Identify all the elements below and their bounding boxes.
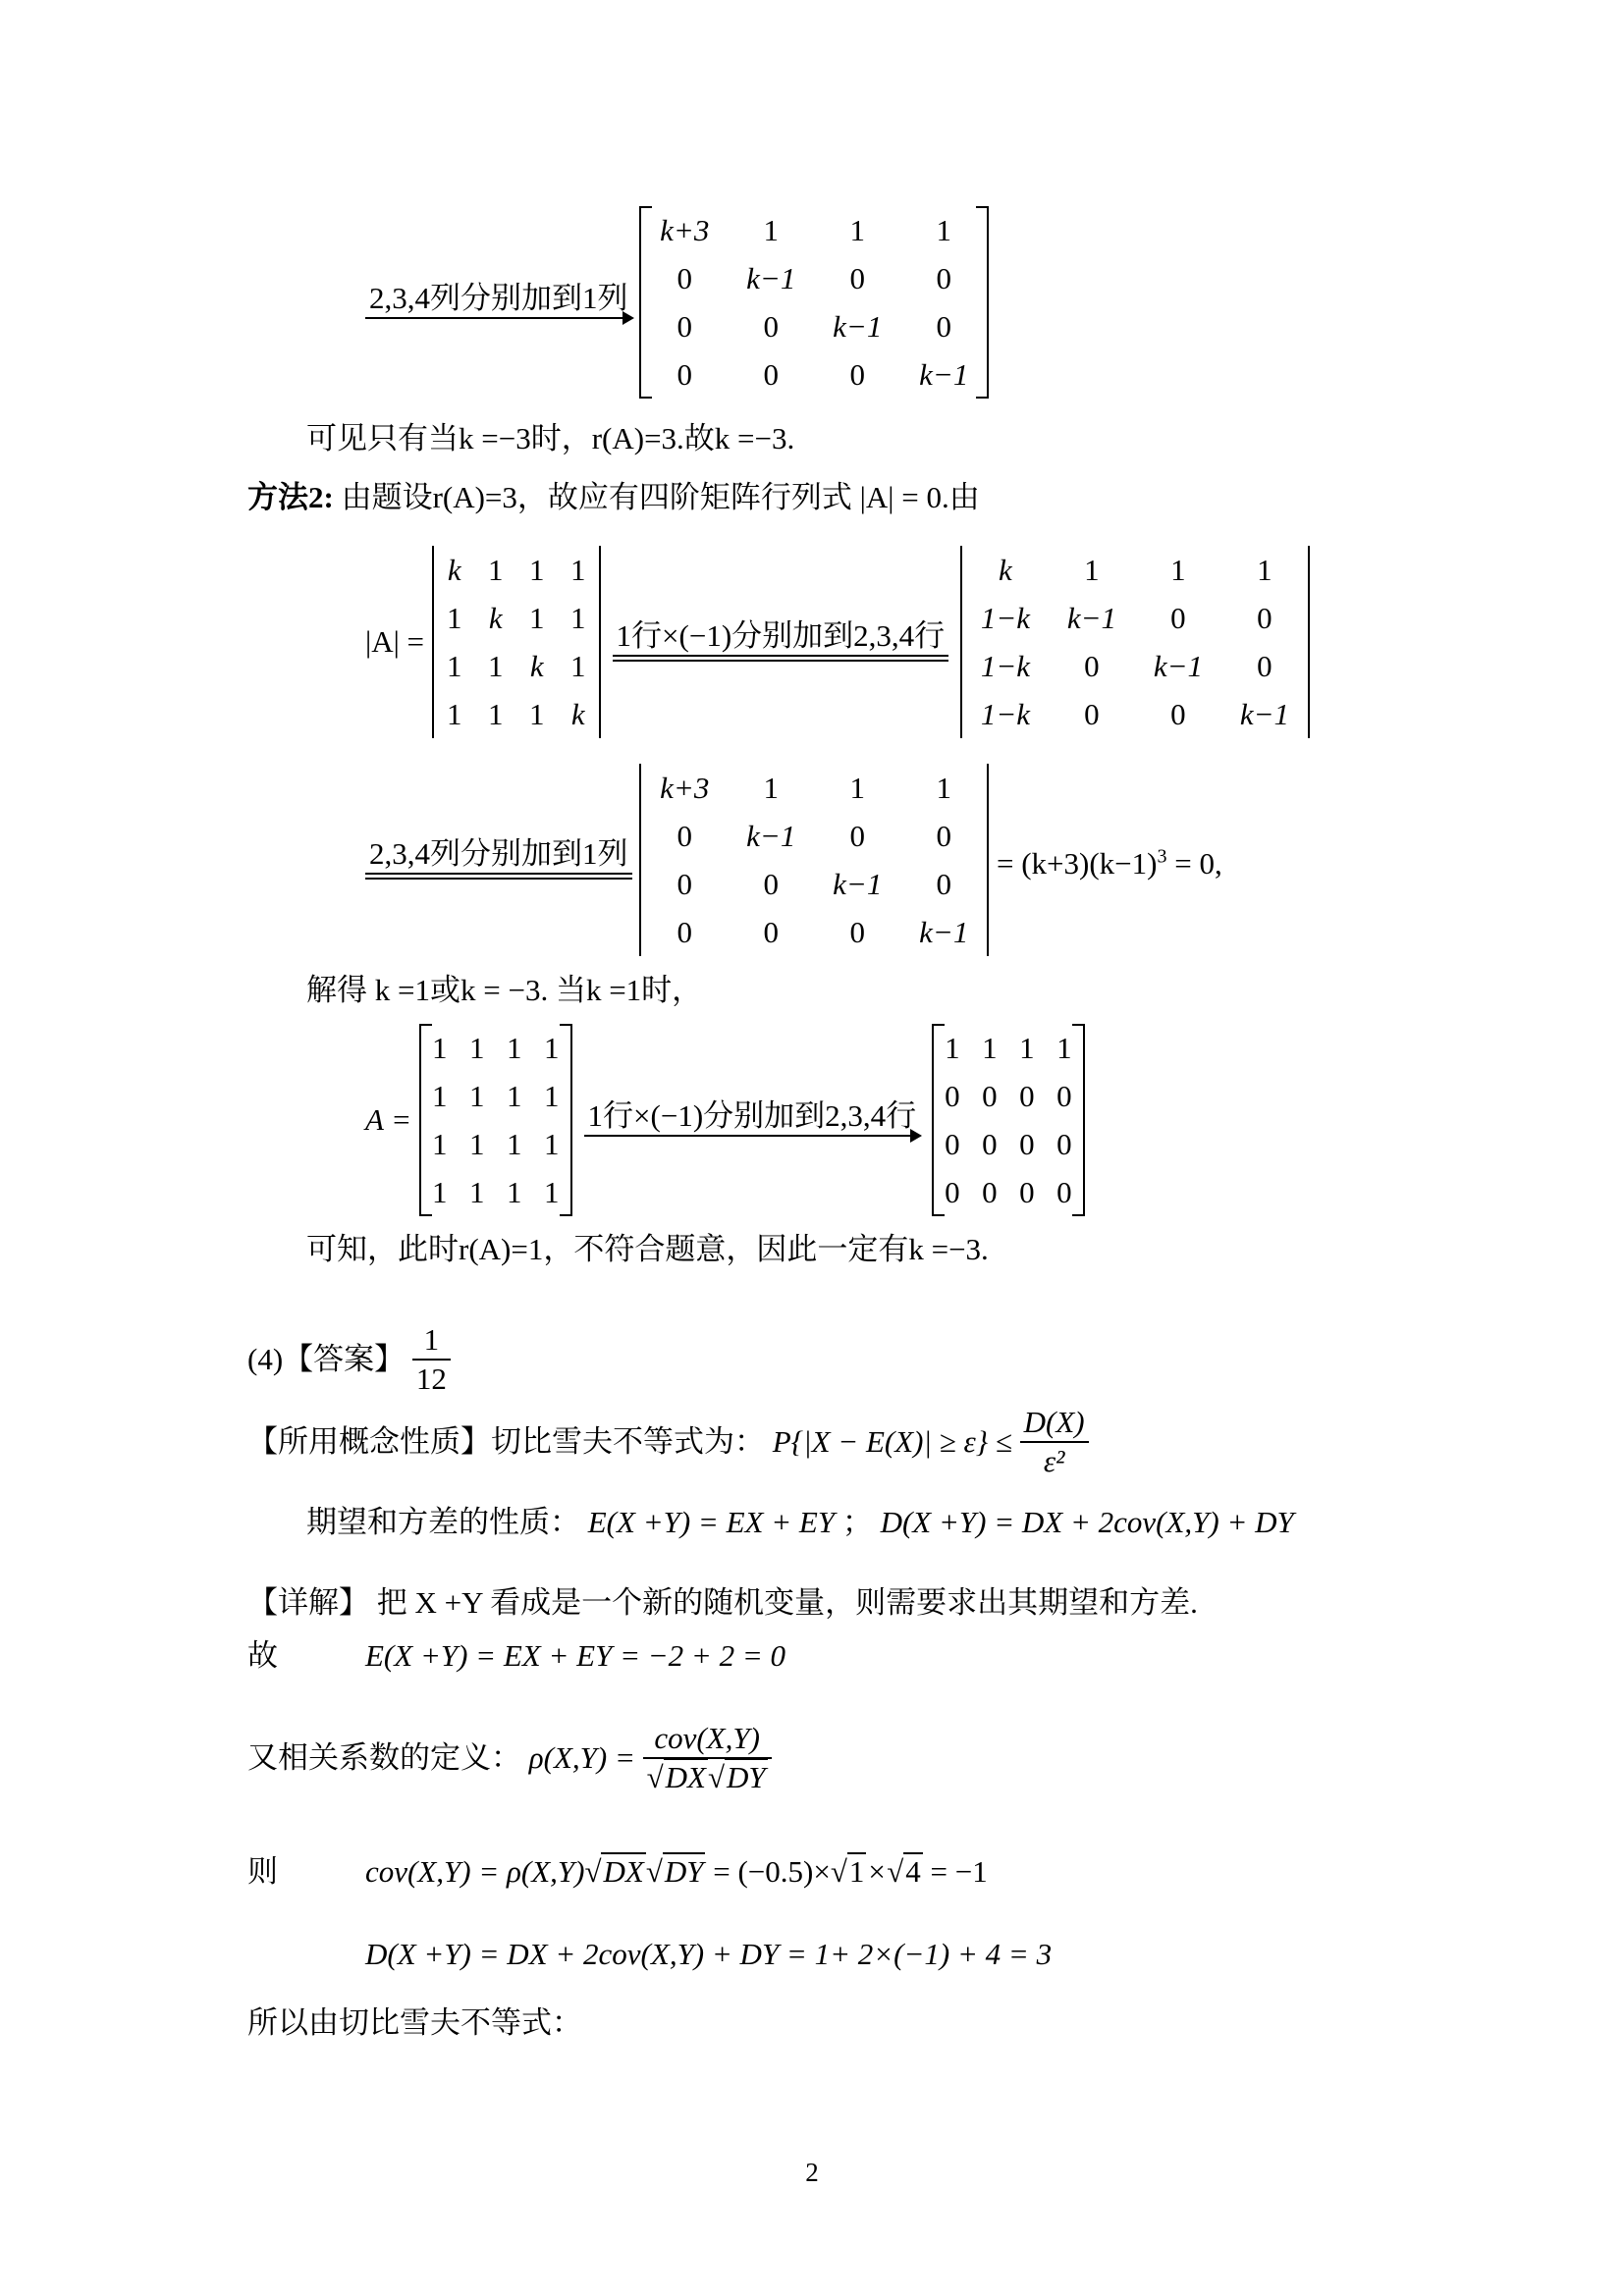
conclusion-1: 可见只有当k =−3时，r(A)=3.故k =−3. (306, 421, 795, 455)
page-number: 2 (805, 2158, 819, 2187)
matrix-cell: 1 (469, 1030, 485, 1065)
property-2: D(X +Y) = DX + 2cov(X,Y) + DY (880, 1505, 1294, 1539)
method-2-text: 由题设r(A)=3，故应有四阶矩阵行列式 (341, 480, 852, 514)
gu-label: 故 (247, 1638, 278, 1673)
matrix-cell: k−1 (919, 914, 969, 949)
matrix-cell: 0 (936, 866, 951, 901)
matrix-cell: 0 (1084, 696, 1100, 731)
method-2-line (247, 479, 980, 516)
matrix-cell: 0 (1019, 1174, 1035, 1209)
matrix-cell: 0 (936, 260, 951, 295)
matrix-cell: k−1 (746, 260, 796, 295)
matrix-row (961, 690, 1309, 738)
matrix-cell: 0 (677, 308, 692, 344)
matrix-cell: 1−k (980, 648, 1031, 683)
matrix-row (640, 812, 988, 860)
step-col-block (365, 206, 989, 399)
matrix-row (420, 1120, 571, 1168)
row-op-label-2: 1行×(−1)分别加到2,3,4行 (587, 1098, 917, 1133)
matrix-cell: 0 (936, 818, 951, 853)
matrix-cell: 0 (1257, 648, 1272, 683)
det-lhs: |A| = (365, 624, 425, 659)
matrix-cell: 1 (849, 770, 865, 805)
matrix-cell: 1 (1019, 1030, 1035, 1065)
matrix-cell: k−1 (833, 866, 883, 901)
property-label: 期望和方差的性质： (306, 1505, 580, 1539)
matrix-cell: 1 (529, 600, 545, 635)
chebyshev-fraction: $\frac{D(X)}{\text{ε²}}$ (1020, 1404, 1089, 1480)
matrix-row (433, 546, 600, 594)
property-1: E(X +Y) = EX + EY (587, 1505, 836, 1539)
matrix-cell: 1 (447, 696, 462, 731)
matrix-cell: 0 (982, 1174, 998, 1209)
matrix-cell: 1 (763, 770, 779, 805)
matrix-row (933, 1120, 1084, 1168)
matrix-cell: 1 (936, 212, 951, 247)
matrix-cell: 1 (469, 1078, 485, 1113)
matrix-cell: 1 (488, 648, 504, 683)
matrix-row (640, 302, 988, 350)
matrix-cell: 1 (1056, 1030, 1072, 1065)
concept-line (247, 1404, 1089, 1480)
chebyshev-lhs: P{|X − E(X)| ≥ ε} ≤ (772, 1424, 1012, 1459)
matrix-cell: 1 (529, 552, 545, 587)
matrix-row (961, 594, 1309, 642)
matrix-cell: 0 (849, 914, 865, 949)
matrix-row (420, 1024, 571, 1072)
matrix-cell: k+3 (660, 770, 710, 805)
matrix-cell: 1 (570, 552, 586, 587)
matrix-cell: 0 (677, 818, 692, 853)
matrix-row (961, 642, 1309, 690)
detail-line (247, 1584, 1198, 1622)
matrix-row (640, 764, 988, 812)
matrix-cell: 0 (945, 1174, 960, 1209)
ones-chain (365, 1024, 1085, 1216)
det-1 (432, 546, 601, 738)
matrix-cell: 1 (763, 212, 779, 247)
matrix-cell: 0 (677, 356, 692, 392)
matrix-cell: 1 (544, 1174, 560, 1209)
matrix-cell: 0 (763, 356, 779, 392)
a-eq: A = (365, 1102, 412, 1137)
matrix-row (933, 1024, 1084, 1072)
matrix-cell: 1 (1084, 552, 1100, 587)
matrix-cell: 0 (763, 308, 779, 344)
matrix-row (640, 350, 988, 399)
correlation-line (247, 1720, 772, 1796)
matrix-cell: 1−k (980, 600, 1031, 635)
matrix-cell: 1 (936, 770, 951, 805)
matrix-row (420, 1072, 571, 1120)
matrix-row (640, 908, 988, 956)
matrix-cell: k (488, 600, 503, 635)
matrix-row (961, 546, 1309, 594)
matrix-cell: 1 (945, 1030, 960, 1065)
matrix-cell: k−1 (1153, 648, 1204, 683)
matrix-cell: 0 (1056, 1174, 1072, 1209)
matrix-cell: 1 (529, 696, 545, 731)
matrix-cell: 0 (945, 1126, 960, 1161)
expectation-eq: E(X +Y) = EX + EY = −2 + 2 = 0 (365, 1638, 785, 1673)
matrix-cell: 1 (507, 1030, 522, 1065)
matrix-cell: 1 (849, 212, 865, 247)
corr-label: 又相关系数的定义： (247, 1740, 521, 1775)
matrix-cell: 1 (469, 1174, 485, 1209)
conclusion-2: 可知，此时r(A)=1，不符合题意，因此一定有k =−3. (306, 1232, 989, 1266)
matrix-cell: 1 (570, 648, 586, 683)
matrix-cell: k (999, 552, 1012, 587)
det-3 (639, 764, 989, 956)
det-result: = $(k+3)(k-1)^3 = 0$, (997, 845, 1222, 881)
matrix-cell: 1 (507, 1174, 522, 1209)
matrix-cell: 0 (849, 356, 865, 392)
matrix-row (433, 594, 600, 642)
matrix-cell: 0 (945, 1078, 960, 1113)
solve-line: 解得 k =1或k = −3. 当k =1时， (306, 973, 703, 1007)
col-op-arrow (365, 280, 632, 325)
matrix-cell: k+3 (660, 212, 710, 247)
matrix-cell: 0 (1257, 600, 1272, 635)
matrix-cell: 1 (432, 1126, 448, 1161)
matrix-cell: 0 (1019, 1078, 1035, 1113)
matrix-cell: 0 (677, 260, 692, 295)
matrix-cell: k−1 (1066, 600, 1117, 635)
matrix-cell: k−1 (833, 308, 883, 344)
matrix-cell: 1 (544, 1126, 560, 1161)
matrix-row (933, 1072, 1084, 1120)
matrix-cell: 1 (570, 600, 586, 635)
matrix-cell: k (529, 648, 544, 683)
matrix-cell: 0 (677, 914, 692, 949)
matrix-cell: 1 (432, 1078, 448, 1113)
reduced-matrix (932, 1024, 1085, 1216)
det-chain-2 (365, 764, 1222, 956)
matrix-cell: 0 (1019, 1126, 1035, 1161)
ones-matrix (419, 1024, 572, 1216)
matrix-cell: 1 (982, 1030, 998, 1065)
matrix-cell: 0 (1056, 1126, 1072, 1161)
method-2-head: 方法2: (247, 480, 334, 514)
row-op-arrow-2 (584, 1097, 921, 1143)
matrix-row (420, 1168, 571, 1216)
col-op-label-2: 2,3,4列分别加到1列 (369, 835, 628, 871)
q4-fraction: $\frac{1}{12}$ (412, 1321, 451, 1398)
matrix-cell: k−1 (746, 818, 796, 853)
concept-label: 【所用概念性质】切比雪夫不等式为： (247, 1424, 765, 1459)
matrix-row (433, 642, 600, 690)
matrix-row (640, 206, 988, 254)
matrix-cell: 1 (432, 1030, 448, 1065)
matrix-cell: 1 (447, 648, 462, 683)
detail-label: 【详解】 (247, 1585, 369, 1620)
final-line: 所以由切比雪夫不等式： (247, 2005, 582, 2040)
matrix-cell: 1 (488, 552, 504, 587)
matrix-cell: 0 (763, 914, 779, 949)
matrix-cell: 1 (488, 696, 504, 731)
q4-answer (247, 1321, 451, 1398)
detail-text: 把 X +Y 看成是一个新的随机变量，则需要求出其期望和方差. (369, 1585, 1198, 1620)
matrix-cell: k−1 (1239, 696, 1290, 731)
matrix-cell: 1−k (980, 696, 1031, 731)
matrix-cell: k−1 (919, 356, 969, 392)
matrix-cell: 0 (936, 308, 951, 344)
matrix-row (640, 860, 988, 908)
row-op-label: 1行×(−1)分别加到2,3,4行 (616, 617, 946, 653)
matrix-cell: 1 (447, 600, 462, 635)
det-2 (960, 546, 1310, 738)
det-chain-1 (365, 546, 1310, 738)
expectation-line (247, 1637, 785, 1675)
matrix-row (433, 690, 600, 738)
cov-eq: cov(X,Y) = ρ(X,Y)√DX√DY = (−0.5)×√1×√4 = −1 (365, 1854, 988, 1889)
cov-line (247, 1853, 988, 1891)
matrix-cell: 0 (849, 818, 865, 853)
matrix-cell: 1 (544, 1078, 560, 1113)
matrix-cell: 1 (1257, 552, 1272, 587)
matrix-cell: 0 (677, 866, 692, 901)
corr-lhs: ρ(X,Y) = (528, 1740, 635, 1775)
matrix-cell: 0 (1084, 648, 1100, 683)
corr-fraction: $\frac{\text{cov(X,Y)}}{√DX√DY}$ (643, 1720, 772, 1796)
ze-label: 则 (247, 1854, 278, 1889)
matrix-cell: 0 (1056, 1078, 1072, 1113)
row-op-arrow (613, 617, 949, 667)
matrix-cell: 0 (982, 1126, 998, 1161)
matrix-row (933, 1168, 1084, 1216)
q4-label: (4)【答案】 (247, 1342, 406, 1376)
matrix-cell: 0 (1170, 696, 1186, 731)
method-2-tail: |A| = 0.由 (859, 480, 980, 514)
matrix-cell: k (447, 552, 461, 587)
property-line: 期望和方差的性质： E(X +Y) = EX + EY ； D(X +Y) = DX + 2cov(X,Y) + DY (306, 1505, 1294, 1539)
matrix-cell: 0 (982, 1078, 998, 1113)
matrix-cell: 1 (507, 1078, 522, 1113)
matrix-cell: 1 (1170, 552, 1186, 587)
col-op-arrow-2 (365, 835, 632, 885)
matrix-cell: 0 (1170, 600, 1186, 635)
matrix-cell: 1 (507, 1126, 522, 1161)
matrix-cell: 0 (849, 260, 865, 295)
matrix-row (640, 254, 988, 302)
matrix-cell: 0 (763, 866, 779, 901)
matrix-cell: 1 (432, 1174, 448, 1209)
col-op-label: 2,3,4列分别加到1列 (369, 281, 628, 315)
matrix-cell: k (570, 696, 585, 731)
variance-eq: D(X +Y) = DX + 2cov(X,Y) + DY = 1+ 2×(−1) + 4 = 3 (365, 1937, 1053, 1971)
matrix-cell: 1 (469, 1126, 485, 1161)
matrix-cell: 1 (544, 1030, 560, 1065)
matrix-1 (639, 206, 989, 399)
